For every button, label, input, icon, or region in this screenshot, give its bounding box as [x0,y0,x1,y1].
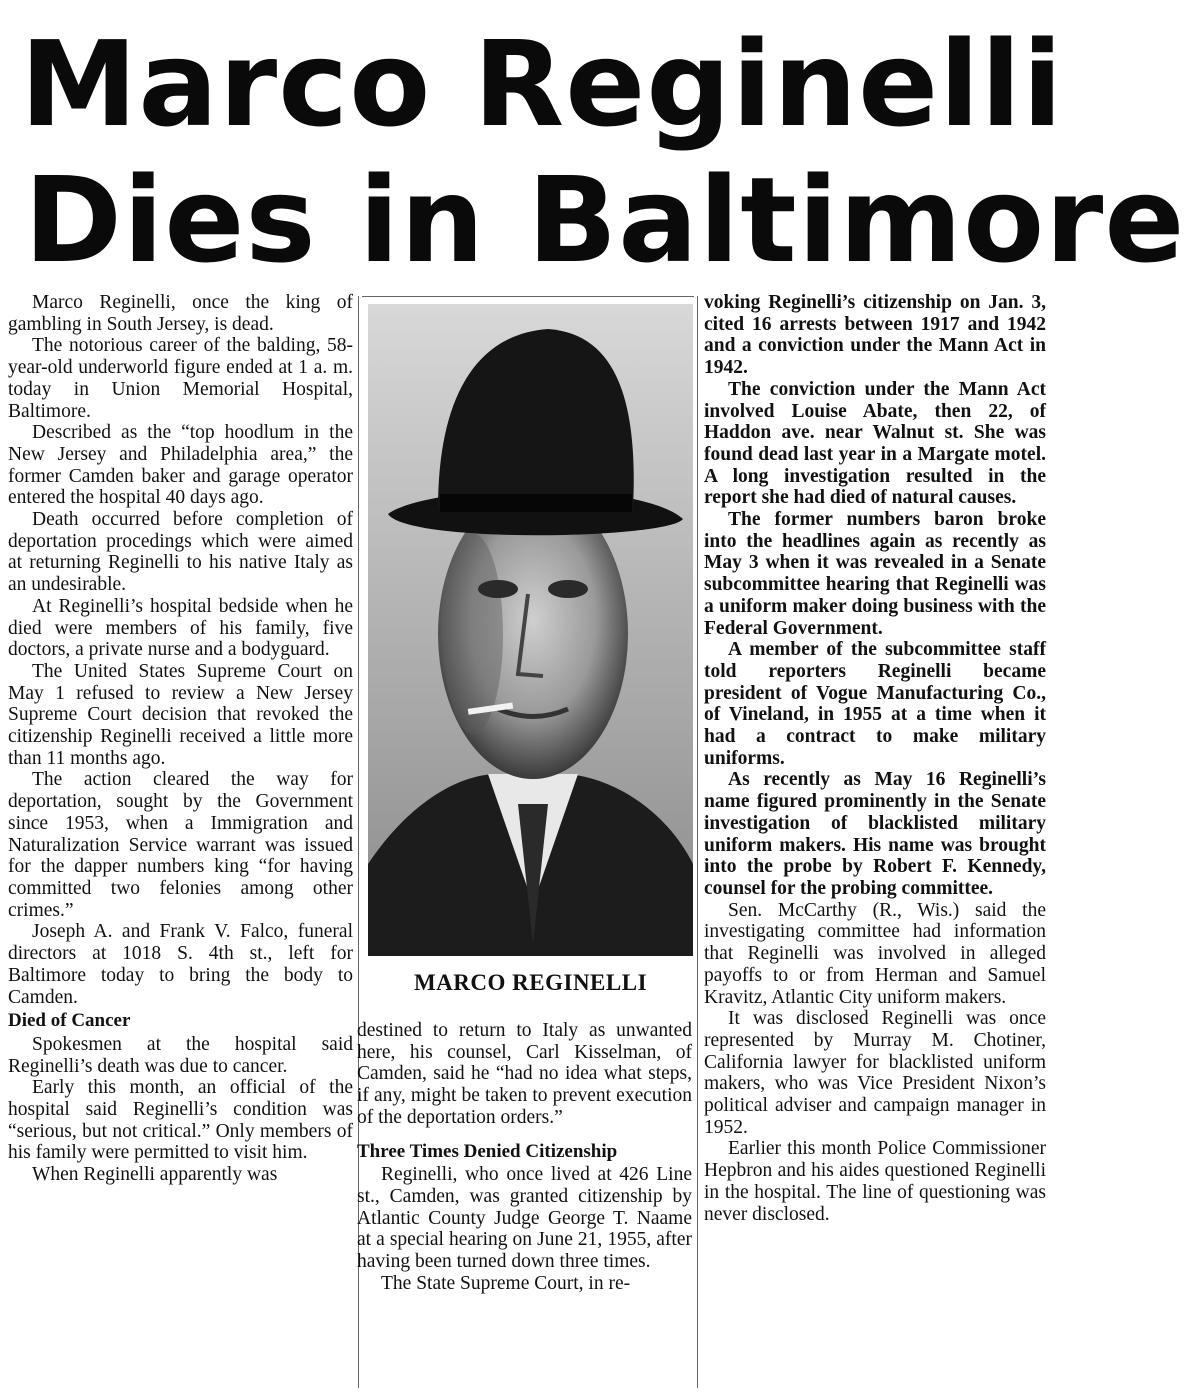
paragraph: Early this month, an official of the hospital said Reginelli’s condition was “serious, but not critical.” Only members of his family were permitted to visit him. [8,1077,353,1164]
paragraph: The action cleared the way for deportation, sought by the Government since 1953, when a Immigration and Naturalization Service warrant was issued for the dapper numbers king “for having committed two felonies among other crimes.” [8,769,353,921]
paragraph: The conviction under the Mann Act involved Louise Abate, then 22, of Haddon ave. near Walnut st. She was found dead last year in a Margate motel. A long investigation resulted in the report she had died of natural causes. [704,378,1046,509]
portrait-photo [368,304,693,956]
paragraph: When Reginelli apparently was [32,1164,278,1186]
paragraph: Sen. McCarthy (R., Wis.) said the investigating committee had information that Reginelli was involved in alleged payoffs to or from Herman and Samuel Kravitz, Atlantic City uniform makers. [704,899,1046,1008]
headline-line-2: Dies in Baltimore [24,151,1185,289]
column-rule-right [697,296,698,1388]
photo-top-rule [362,296,694,297]
article-column-3 [704,292,1046,1225]
subhead: Died of Cancer [8,1010,131,1032]
paragraph: The former numbers baron broke into the headlines again as recently as May 3 when it was revealed in a Senate subcommittee hearing that Reginelli was a uniform maker doing business with the Federal Government. [704,509,1046,639]
paragraph: Reginelli, who once lived at 426 Line st., Camden, was granted citizenship by Atlantic County Judge George T. Naame at a special hearing on June 21, 1955, after having been turned down three times. [357,1164,692,1273]
paragraph: Marco Reginelli, once the king of gambling in South Jersey, is dead. [8,292,353,335]
subhead: Three Times Denied Citizenship [357,1140,618,1162]
headline-line-1: Marco Reginelli [20,15,1064,153]
article-column-2 [357,1020,692,1294]
portrait-illustration [368,304,693,956]
paragraph: voking Reginelli’s citizenship on Jan. 3, cited 16 arrests between 1917 and 1942 and a conviction under the Mann Act in 1942. [704,292,1046,379]
paragraph: The United States Supreme Court on May 1 refused to review a New Jersey Supreme Court decision that revoked the citizenship Reginelli received a little more than 11 months ago. [8,660,353,769]
paragraph: Described as the “top hoodlum in the New Jersey and Philadelphia area,” the former Camden baker and garage operator entered the hospital 40 days ago. [8,422,353,509]
paragraph: The State Supreme Court, in re- [381,1272,631,1294]
paragraph: A member of the subcommittee staff told reporters Reginelli became president of Vogue Manufacturing Co., of Vineland, in 1955 at a time when it had a contract to make military uniforms. [704,639,1046,769]
paragraph: It was disclosed Reginelli was once represented by Murray M. Chotiner, California lawyer for blacklisted uniform makers, who was Vice President Nixon’s political adviser and campaign manager in 1952. [704,1008,1046,1138]
paragraph: The notorious career of the balding, 58-year-old underworld figure ended at 1 a. m. today in Union Memorial Hospital, Baltimore. [8,335,353,422]
paragraph: Death occurred before completion of deportation procedings which were aimed at returning Reginelli to his native Italy as an undesirable. [8,509,353,596]
article-column-1 [8,292,353,1186]
paragraph: Earlier this month Police Commissioner Hepbron and his aides questioned Reginelli in the hospital. The line of questioning was never disclosed. [704,1138,1046,1225]
paragraph: Joseph A. and Frank V. Falco, funeral directors at 1018 S. 4th st., left for Baltimore today to bring the body to Camden. [8,921,353,1008]
paragraph: As recently as May 16 Reginelli’s name figured prominently in the Senate investigation of blacklisted military uniform makers. His name was brought into the probe by Robert F. Kennedy, counsel for the probing committee. [704,769,1046,899]
paragraph: destined to return to Italy as unwanted here, his counsel, Carl Kisselman, of Camden, said he “had no idea what steps, if any, might be taken to prevent execution of the deportation orders.” [357,1020,692,1128]
photo-caption: MARCO REGINELLI [413,970,648,995]
paragraph: Spokesmen at the hospital said Reginelli’s death was due to cancer. [8,1033,353,1077]
paragraph: At Reginelli’s hospital bedside when he died were members of his family, five doctors, a private nurse and a bodyguard. [8,595,353,661]
